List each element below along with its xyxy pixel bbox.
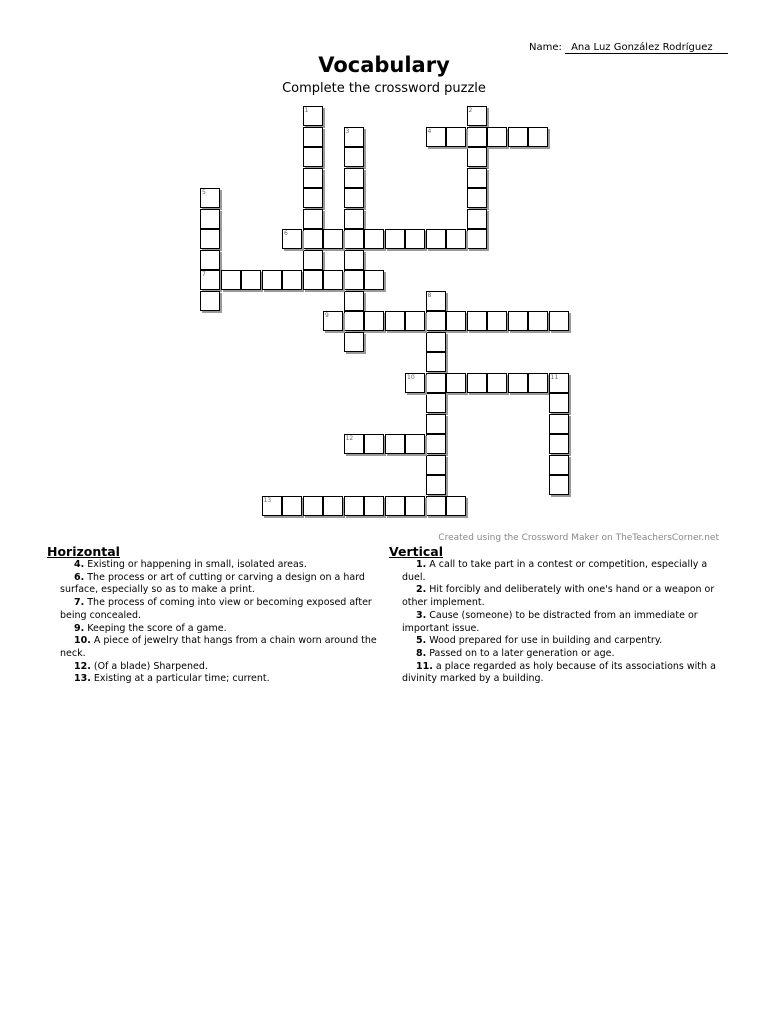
clue-text: Passed on to a later generation or age. [426, 647, 615, 659]
grid-cell[interactable] [241, 270, 261, 290]
clue-num: 12. [74, 660, 91, 672]
grid-cell[interactable] [426, 332, 446, 352]
grid-cell[interactable] [303, 270, 323, 290]
clue-item [402, 648, 720, 661]
grid-cell[interactable] [426, 414, 446, 434]
horizontal-clues [47, 544, 382, 686]
clue-number: 2 [468, 107, 473, 114]
grid-cell[interactable] [303, 229, 323, 249]
grid-cell[interactable] [467, 311, 487, 331]
grid-cell[interactable] [508, 127, 528, 147]
grid-cell[interactable] [303, 188, 323, 208]
clue-number: 12 [345, 435, 354, 442]
grid-cell[interactable] [344, 270, 364, 290]
grid-cell[interactable] [385, 229, 405, 249]
page-title: Vocabulary [318, 53, 450, 77]
grid-cell[interactable] [528, 311, 548, 331]
grid-cell[interactable] [344, 311, 364, 331]
grid-cell[interactable] [282, 496, 302, 516]
grid-cell[interactable] [344, 188, 364, 208]
grid-cell[interactable] [487, 373, 507, 393]
clue-num: 1. [416, 559, 427, 570]
clue-item [60, 597, 382, 622]
grid-cell[interactable] [323, 229, 343, 249]
grid-cell[interactable] [405, 434, 425, 454]
grid-cell[interactable] [262, 270, 282, 290]
grid-cell[interactable] [303, 496, 323, 516]
clue-item [60, 623, 382, 636]
clue-number: 7 [202, 271, 206, 278]
credit-text: Created using the Crossword Maker on TheTeachersCorner.net [438, 533, 719, 543]
grid-cell[interactable] [446, 496, 466, 516]
clue-item [60, 559, 382, 572]
grid-cell[interactable] [446, 127, 466, 147]
clue-num: 2. [416, 584, 427, 596]
clue-number: 13 [263, 496, 272, 504]
clue-number: 10 [407, 373, 415, 381]
clue-num: 10. [74, 635, 91, 647]
grid-cell[interactable] [303, 250, 323, 270]
grid-cell[interactable] [426, 434, 446, 454]
grid-cell[interactable] [323, 270, 343, 290]
clue-text: a place regarded as holy because of its associations with a divinity marked by a building. [402, 660, 716, 685]
clue-item [402, 584, 720, 609]
grid-cell[interactable] [467, 209, 487, 229]
grid-cell[interactable] [446, 229, 466, 249]
grid-cell[interactable] [467, 229, 487, 249]
grid-cell[interactable] [344, 229, 364, 249]
grid-cell[interactable] [364, 434, 384, 454]
grid-cell[interactable] [385, 496, 405, 516]
clue-text: Hit forcibly and deliberately with one's hand or a weapon or other implement. [402, 584, 715, 609]
clue-number: 11 [550, 373, 559, 381]
grid-cell[interactable] [467, 147, 487, 167]
grid-cell[interactable] [549, 475, 569, 495]
grid-cell[interactable] [303, 147, 323, 167]
clue-number: 9 [325, 312, 329, 319]
grid-cell[interactable] [426, 373, 446, 393]
clue-item [60, 661, 382, 674]
grid-cell[interactable] [549, 393, 569, 413]
clue-number: 5 [202, 189, 206, 196]
clue-item [60, 635, 382, 660]
clue-text: Cause (someone) to be distracted from an immediate or important issue. [402, 609, 698, 634]
grid-cell[interactable] [385, 311, 405, 331]
grid-cell[interactable] [303, 209, 323, 229]
clue-text: (Of a blade) Sharpened. [90, 660, 208, 672]
clue-num: 13. [74, 673, 91, 685]
vertical-clues [389, 544, 720, 686]
grid-cell[interactable] [508, 311, 528, 331]
grid-cell[interactable] [364, 496, 384, 516]
vertical-heading: Vertical [389, 544, 444, 559]
clue-num: 4. [74, 559, 85, 570]
grid-cell[interactable] [364, 229, 384, 249]
grid-cell[interactable] [405, 311, 425, 331]
grid-cell[interactable] [364, 311, 384, 331]
clue-num: 8. [416, 647, 427, 659]
grid-cell[interactable] [282, 270, 302, 290]
grid-cell[interactable] [446, 373, 466, 393]
clue-num: 9. [74, 622, 85, 634]
clue-item [402, 559, 720, 584]
grid-cell[interactable] [549, 311, 569, 331]
clue-text: Existing at a particular time; current. [90, 673, 270, 685]
clue-text: Keeping the score of a game. [84, 622, 227, 634]
clue-num: 3. [416, 609, 427, 621]
clue-item [60, 673, 382, 686]
grid-cell[interactable] [221, 270, 241, 290]
grid-cell[interactable] [200, 229, 220, 249]
clue-num: 5. [416, 635, 427, 647]
grid-cell[interactable] [426, 455, 446, 475]
grid-cell[interactable] [303, 127, 323, 147]
clue-num: 11. [416, 660, 433, 672]
clue-num: 6. [74, 571, 85, 583]
clue-text: The process of coming into view or becoming exposed after being concealed. [60, 597, 372, 621]
clue-item [402, 635, 720, 648]
grid-cell[interactable] [467, 127, 487, 147]
clue-text: The process or art of cutting or carving a design on a hard surface, especially so as to make a print. [60, 571, 365, 596]
grid-cell[interactable] [549, 455, 569, 475]
grid-cell[interactable] [385, 434, 405, 454]
clue-item [60, 572, 382, 597]
clue-text: Wood prepared for use in building and carpentry. [426, 635, 663, 647]
grid-cell[interactable] [487, 127, 507, 147]
grid-cell[interactable] [446, 311, 466, 331]
grid-cell[interactable] [549, 434, 569, 454]
grid-cell[interactable] [467, 168, 487, 188]
grid-cell[interactable] [467, 188, 487, 208]
grid-cell[interactable] [528, 373, 548, 393]
grid-cell[interactable] [528, 127, 548, 147]
grid-cell[interactable] [200, 209, 220, 229]
clue-item [402, 661, 720, 686]
grid-cell[interactable] [344, 168, 364, 188]
grid-cell[interactable] [405, 229, 425, 249]
clue-text: A call to take part in a contest or competition, especially a duel. [402, 559, 708, 583]
clue-text: Existing or happening in small, isolated areas. [84, 559, 307, 570]
grid-cell[interactable] [344, 147, 364, 167]
grid-cell[interactable] [426, 229, 446, 249]
name-value[interactable]: Ana Luz González Rodríguez [565, 42, 728, 54]
grid-cell[interactable] [344, 496, 364, 516]
grid-cell[interactable] [344, 291, 364, 311]
clue-text: A piece of jewelry that hangs from a chain worn around the neck. [60, 635, 377, 659]
grid-cell[interactable] [200, 291, 220, 311]
grid-cell[interactable] [487, 311, 507, 331]
grid-cell[interactable] [426, 475, 446, 495]
grid-cell[interactable] [344, 209, 364, 229]
page-subtitle: Complete the crossword puzzle [282, 81, 486, 96]
grid-cell[interactable] [405, 496, 425, 516]
clue-number: 4 [427, 127, 432, 135]
clue-item [402, 610, 720, 635]
grid-cell[interactable] [303, 168, 323, 188]
horizontal-heading: Horizontal [47, 544, 120, 559]
grid-cell[interactable] [426, 393, 446, 413]
clue-num: 7. [74, 597, 85, 609]
grid-cell[interactable] [344, 332, 364, 352]
clue-number: 1 [304, 107, 309, 114]
name-label: Name: [529, 42, 562, 53]
grid-cell[interactable] [426, 352, 446, 372]
grid-cell[interactable] [344, 250, 364, 270]
grid-cell[interactable] [323, 496, 343, 516]
grid-cell[interactable] [549, 414, 569, 434]
grid-cell[interactable] [467, 373, 487, 393]
grid-cell[interactable] [364, 270, 384, 290]
grid-cell[interactable] [200, 250, 220, 270]
clue-number: 6 [284, 230, 288, 237]
clue-number: 3 [345, 127, 350, 135]
grid-cell[interactable] [426, 311, 446, 331]
clue-number: 8 [427, 291, 432, 299]
grid-cell[interactable] [426, 496, 446, 516]
grid-cell[interactable] [508, 373, 528, 393]
